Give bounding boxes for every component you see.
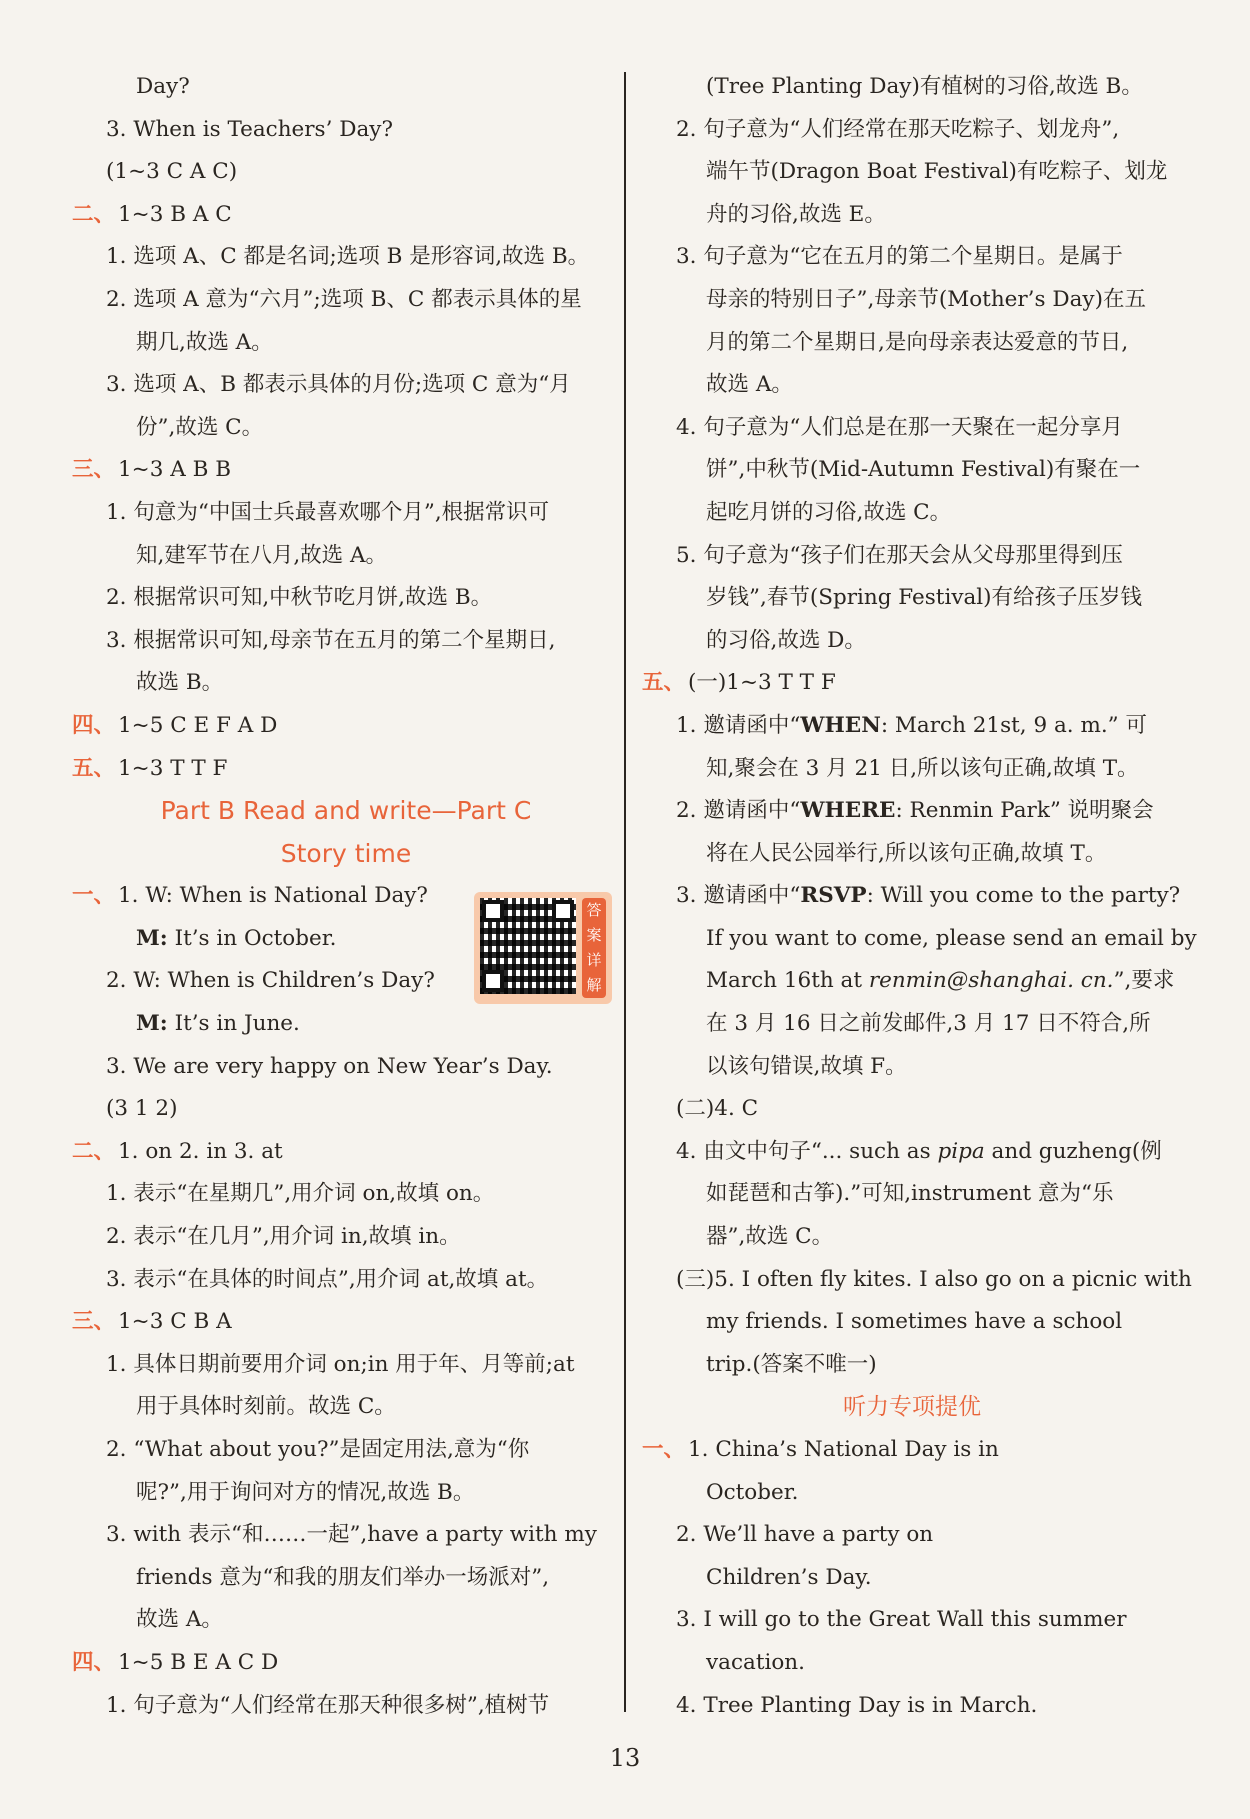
answer-text: 3. I will go to the Great Wall this summer: [676, 1607, 1127, 1633]
answer-text: trip.(答案不唯一): [706, 1351, 877, 1377]
section-line: [72, 705, 620, 748]
section-number: 五、: [72, 755, 116, 781]
answer-text: (三)5. I often fly kites. I also go on a picnic with: [676, 1266, 1192, 1292]
answer-text: 3. with 表示“和……一起”,have a party with my: [106, 1522, 597, 1548]
answer-line: [642, 748, 1182, 791]
answer-prefix: March 16th at: [706, 968, 869, 994]
bold-keyword: WHERE: [800, 798, 896, 824]
section-number: 一、: [72, 883, 116, 909]
answer-text: 3. When is Teachers’ Day?: [106, 116, 393, 142]
answer-text: 2. 句子意为“人们经常在那天吃粽子、划龙舟”,: [676, 116, 1120, 142]
answer-line: [642, 1216, 1182, 1259]
answer-prefix: 2. 邀请函中“: [676, 798, 801, 824]
answer-text: my friends. I sometimes have a school: [706, 1309, 1123, 1335]
answer-text: 1. 句意为“中国士兵最喜欢哪个月”,根据常识可: [106, 499, 550, 525]
bold-keyword: M:: [136, 1011, 168, 1037]
answer-line: [642, 449, 1182, 492]
section-line: [72, 748, 620, 791]
answer-text: : Will you come to the party?: [866, 883, 1181, 909]
column-divider: [624, 72, 626, 1712]
answer-line: [72, 1088, 620, 1131]
page-number: 13: [609, 1744, 641, 1772]
answer-line: [642, 1344, 1182, 1387]
answer-line: [642, 1301, 1182, 1344]
answer-text: 故选 A。: [136, 1607, 223, 1633]
answer-line: [72, 1685, 620, 1728]
bold-keyword: M:: [136, 925, 168, 951]
answer-text: (Tree Planting Day)有植树的习俗,故选 B。: [706, 74, 1143, 99]
bold-keyword: RSVP: [800, 883, 867, 909]
answer-line: [72, 1173, 620, 1216]
answer-text: 3. 句子意为“它在五月的第二个星期日。是属于: [676, 244, 1123, 270]
answer-text: 舟的习俗,故选 E。: [706, 201, 886, 227]
answer-text: 3. 根据常识可知,母亲节在五月的第二个星期日,: [106, 627, 556, 653]
answer-text: 1. W: When is National Day?: [118, 883, 428, 909]
answer-line: [642, 236, 1182, 279]
answer-line: [642, 364, 1182, 407]
answer-text: It’s in October.: [167, 925, 337, 951]
section-number: 二、: [72, 201, 116, 227]
section-number: 三、: [72, 1309, 116, 1335]
answer-line: [72, 1472, 620, 1515]
answer-line: [72, 1557, 620, 1600]
answer-text: 1. 句子意为“人们经常在那天种很多树”,植树节: [106, 1692, 550, 1718]
answer-text: 1~3 B A C: [118, 201, 232, 227]
answer-line: [642, 1003, 1182, 1046]
answer-line: [642, 875, 1182, 918]
answer-line: [72, 236, 620, 279]
answer-text: October.: [706, 1479, 799, 1505]
answer-line: [642, 1514, 1182, 1557]
right-column: [642, 66, 1197, 1727]
answer-line: [72, 1429, 620, 1472]
answer-text: 1. 表示“在星期几”,用介词 on,故填 on。: [106, 1181, 495, 1207]
answer-text: (一)1~3 T T F: [688, 670, 836, 696]
section-number: 四、: [72, 712, 116, 738]
answer-text: 3. 选项 A、B 都表示具体的月份;选项 C 意为“月: [106, 372, 571, 398]
answer-line: [642, 1685, 1182, 1728]
answer-line: [642, 790, 1182, 833]
answer-text: 器”,故选 C。: [706, 1224, 834, 1250]
answer-line: [642, 1472, 1182, 1515]
answer-line: [642, 1642, 1182, 1685]
answer-text: (1~3 C A C): [106, 159, 238, 185]
answer-line: [72, 1259, 620, 1302]
answer-text: 4. 句子意为“人们总是在那一天聚在一起分享月: [676, 414, 1123, 440]
answer-text: 4. Tree Planting Day is in March.: [676, 1692, 1038, 1718]
answer-text: 2. “What about you?”是固定用法,意为“你: [106, 1437, 530, 1462]
answer-line: [642, 705, 1182, 748]
answer-text: 1. 具体日期前要用介词 on;in 用于年、月等前;at: [106, 1351, 575, 1377]
answer-line: [72, 1003, 620, 1046]
answer-line: [642, 833, 1182, 876]
answer-line: [642, 1088, 1182, 1131]
answer-text: 将在人民公园举行,所以该句正确,故填 T。: [706, 840, 1107, 866]
answer-line: [642, 960, 1182, 1003]
answer-text: 母亲的特别日子”,母亲节(Mother’s Day)在五: [706, 286, 1146, 312]
answer-text: 知,建军节在八月,故选 A。: [136, 542, 388, 568]
section-number: 四、: [72, 1649, 116, 1675]
answer-text: 3. 表示“在具体的时间点”,用介词 at,故填 at。: [106, 1266, 549, 1292]
answer-line: [72, 1046, 620, 1089]
answer-line: [642, 918, 1197, 961]
answer-text: 1~3 T T F: [118, 755, 228, 781]
answer-line: [72, 492, 620, 535]
section-title: Part B Read and write—Part C: [160, 796, 532, 826]
answer-text: vacation.: [706, 1649, 805, 1675]
answer-text: 1. 选项 A、C 都是名词;选项 B 是形容词,故选 B。: [106, 244, 590, 270]
section-number: 三、: [72, 457, 116, 483]
answer-text: 故选 B。: [136, 670, 224, 696]
answer-text: 故选 A。: [706, 372, 793, 398]
section-line: [72, 1642, 620, 1685]
section-number: 五、: [642, 670, 686, 696]
answer-prefix: 4. 由文中句子“... such as: [676, 1138, 938, 1164]
section-title: Story time: [280, 838, 412, 868]
answer-line: [642, 1599, 1182, 1642]
answer-line: [72, 620, 620, 663]
answer-line: [642, 66, 1182, 109]
answer-text: 2. 选项 A 意为“六月”;选项 B、C 都表示具体的星: [106, 286, 582, 312]
qr-code-badge[interactable]: [474, 892, 612, 1004]
answer-line: [72, 1386, 620, 1429]
answer-text: 以该句错误,故填 F。: [706, 1053, 907, 1079]
answer-text: Day?: [136, 74, 190, 99]
answer-line: [642, 492, 1182, 535]
answer-line: [642, 1557, 1182, 1600]
qr-label: 答案详解: [582, 898, 606, 998]
answer-prefix: 1. 邀请函中“: [676, 712, 801, 738]
section-line: [72, 1301, 620, 1344]
answer-text: 5. 句子意为“孩子们在那天会从父母那里得到压: [676, 542, 1123, 568]
answer-text: 2. W: When is Children’s Day?: [106, 968, 435, 994]
answer-prefix: 3. 邀请函中“: [676, 883, 801, 909]
answer-line: [72, 1514, 620, 1557]
answer-text: 用于具体时刻前。故选 C。: [136, 1394, 396, 1420]
answer-text: 期几,故选 A。: [136, 329, 273, 355]
answer-text: 知,聚会在 3 月 21 日,所以该句正确,故填 T。: [706, 755, 1139, 781]
answer-text: 如琵琶和古筝).”可知,instrument 意为“乐: [706, 1181, 1114, 1207]
answer-text: 在 3 月 16 日之前发邮件,3 月 17 日不符合,所: [706, 1011, 1151, 1037]
section-line: [642, 1429, 1182, 1472]
section-line: [72, 194, 620, 237]
answer-text: ”,要求: [1113, 968, 1175, 994]
bold-keyword: WHEN: [800, 712, 881, 738]
answer-line: [642, 194, 1182, 237]
answer-line: [642, 535, 1182, 578]
answer-text: 2. We’ll have a party on: [676, 1522, 934, 1548]
answer-line: [72, 1216, 620, 1259]
answer-line: [72, 577, 620, 620]
answer-text: 1. China’s National Day is in: [688, 1437, 999, 1462]
answer-text: : Renmin Park” 说明聚会: [895, 798, 1154, 824]
answer-line: [72, 1344, 620, 1387]
answer-text: 份”,故选 C。: [136, 414, 264, 440]
answer-text: 1~3 C B A: [118, 1309, 232, 1335]
answer-line: [72, 535, 620, 578]
answer-line: [72, 66, 620, 109]
answer-text: 端午节(Dragon Boat Festival)有吃粽子、划龙: [706, 159, 1168, 185]
answer-line: [642, 577, 1182, 620]
answer-line: [72, 279, 620, 322]
answer-text: 3. We are very happy on New Year’s Day.: [106, 1053, 553, 1079]
answer-text: 呢?”,用于询问对方的情况,故选 B。: [136, 1479, 475, 1505]
section-line: [72, 449, 620, 492]
answer-text: : March 21st, 9 a. m.” 可: [880, 712, 1148, 738]
answer-text: 岁钱”,春节(Spring Festival)有给孩子压岁钱: [706, 585, 1143, 611]
answer-text: 的习俗,故选 D。: [706, 627, 866, 653]
answer-line: [72, 109, 620, 152]
answer-line: [642, 620, 1182, 663]
qr-code-icon: [480, 898, 576, 994]
answer-text: It’s in June.: [167, 1011, 300, 1037]
answer-text: friends 意为“和我的朋友们举办一场派对”,: [136, 1564, 550, 1590]
section-number: 二、: [72, 1138, 116, 1164]
answer-text: 1. on 2. in 3. at: [118, 1138, 283, 1164]
answer-line: [72, 364, 620, 407]
answer-line: [72, 151, 620, 194]
answer-text: 2. 表示“在几月”,用介词 in,故填 in。: [106, 1224, 461, 1250]
answer-text: (二)4. C: [676, 1096, 759, 1122]
answer-line: [642, 1173, 1182, 1216]
answer-text: 1~5 C E F A D: [118, 712, 278, 738]
answer-text: 起吃月饼的习俗,故选 C。: [706, 499, 952, 525]
section-title: 听力专项提优: [843, 1394, 981, 1421]
answer-line: [642, 151, 1182, 194]
answer-text: 饼”,中秋节(Mid-Autumn Festival)有聚在一: [706, 457, 1141, 483]
answer-text: 1~5 B E A C D: [118, 1649, 279, 1675]
answer-line: [642, 407, 1182, 450]
answer-text: If you want to come, please send an email by: [706, 925, 1197, 951]
answer-text: and guzheng(例: [984, 1138, 1162, 1164]
answer-text: Children’s Day.: [706, 1564, 872, 1590]
answer-line: [642, 279, 1182, 322]
answer-line: [642, 1131, 1182, 1174]
answer-line: [72, 1599, 620, 1642]
answer-text: 月的第二个星期日,是向母亲表达爱意的节日,: [706, 329, 1129, 355]
answer-text: 1~3 A B B: [118, 457, 232, 483]
italic-keyword: pipa: [937, 1138, 985, 1164]
answer-line: [642, 109, 1182, 152]
answer-text: 2. 根据常识可知,中秋节吃月饼,故选 B。: [106, 585, 493, 611]
section-line: [642, 662, 1182, 705]
answer-line: [642, 1046, 1182, 1089]
answer-text: (3 1 2): [106, 1096, 178, 1122]
answer-line: [72, 322, 620, 365]
answer-line: [642, 322, 1182, 365]
italic-keyword: renmin@shanghai. cn.: [868, 968, 1114, 994]
answer-line: [72, 662, 620, 705]
section-line: [72, 1131, 620, 1174]
section-number: 一、: [642, 1437, 686, 1462]
answer-line: [72, 407, 620, 450]
answer-line: [642, 1259, 1192, 1302]
